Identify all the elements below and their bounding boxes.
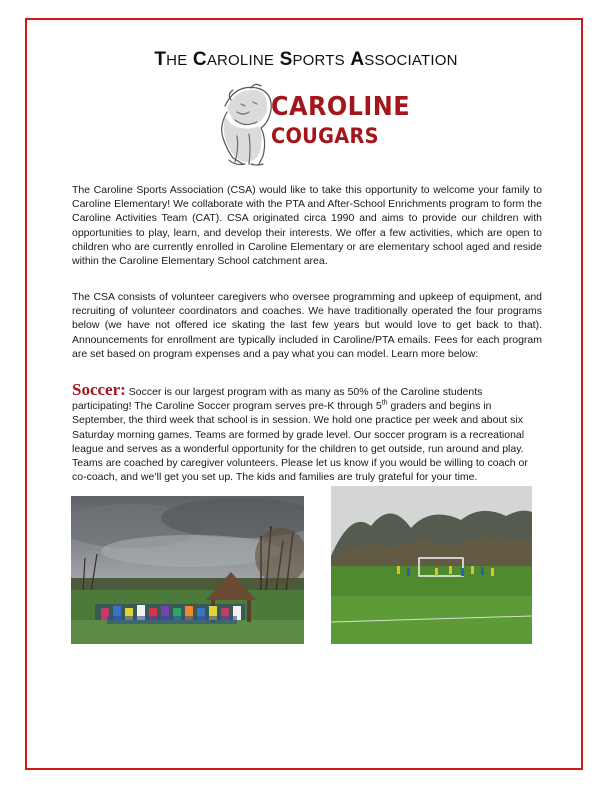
soccer-text-a: Soccer is our largest program with as many as 50% of the Caroline students participating! The Caroline Soccer program serves pre-K through 5 bbox=[72, 386, 483, 413]
title-word: HE bbox=[166, 52, 188, 69]
team-group-photo bbox=[71, 496, 304, 644]
soccer-text-b: graders and begins in September, the third week that school is in session. We hold one practice per week and about six Saturday morning games. Teams are formed by grade level. Our soccer program is a recreational league and serves as a wonderful opportunity for the children to get outside, run around and play. Teams are coached by caregiver volunteers. Please let us know if you would be willing to coach or co-coach, and we’ll get you set up. The kids and families are truly grateful for your time. bbox=[72, 400, 528, 484]
title-word: PORTS bbox=[292, 52, 345, 69]
title-letter: S bbox=[279, 49, 293, 70]
logo-text-caroline: CAROLINE bbox=[271, 92, 411, 122]
title-letter: C bbox=[192, 49, 207, 70]
soccer-field-photo bbox=[331, 486, 532, 644]
soccer-paragraph bbox=[72, 380, 542, 484]
volunteers-paragraph: The CSA consists of volunteer caregivers who oversee programming and upkeep of equipment, and recruiting of volunteer coordinators and coaches. We have traditionally operated the four programs below (we have not offered ice skating the last few years but would love to get back to that). Announcements for enrollment are typically included in Caroline/PTA emails. Fees for each program are set based on program expenses and a pay what you can model. Learn more below: bbox=[72, 291, 542, 360]
logo-text-cougars: COUGARS bbox=[271, 124, 379, 148]
soccer-heading: Soccer: bbox=[72, 380, 126, 399]
title-word: SSOCIATION bbox=[364, 52, 458, 69]
title-letter: A bbox=[350, 49, 365, 70]
title-word: AROLINE bbox=[206, 52, 275, 69]
title-letter: T bbox=[154, 49, 167, 70]
cougar-mascot-icon bbox=[205, 76, 405, 168]
superscript-th: th bbox=[381, 399, 388, 407]
intro-paragraph: The Caroline Sports Association (CSA) would like to take this opportunity to welcome your family to Caroline Elementary! We collaborate with the PTA and After-School Enrichments program to form the Caroline Activities Team (CAT). CSA originated circa 1990 and aims to provide our children with opportunities to play, learn, and develop their interests. We offer a few activities, which are open to children who are currently enrolled in Caroline Elementary or are elementary school aged and reside within the Caroline Elementary School catchment area. bbox=[72, 184, 542, 268]
page-title bbox=[0, 49, 612, 71]
